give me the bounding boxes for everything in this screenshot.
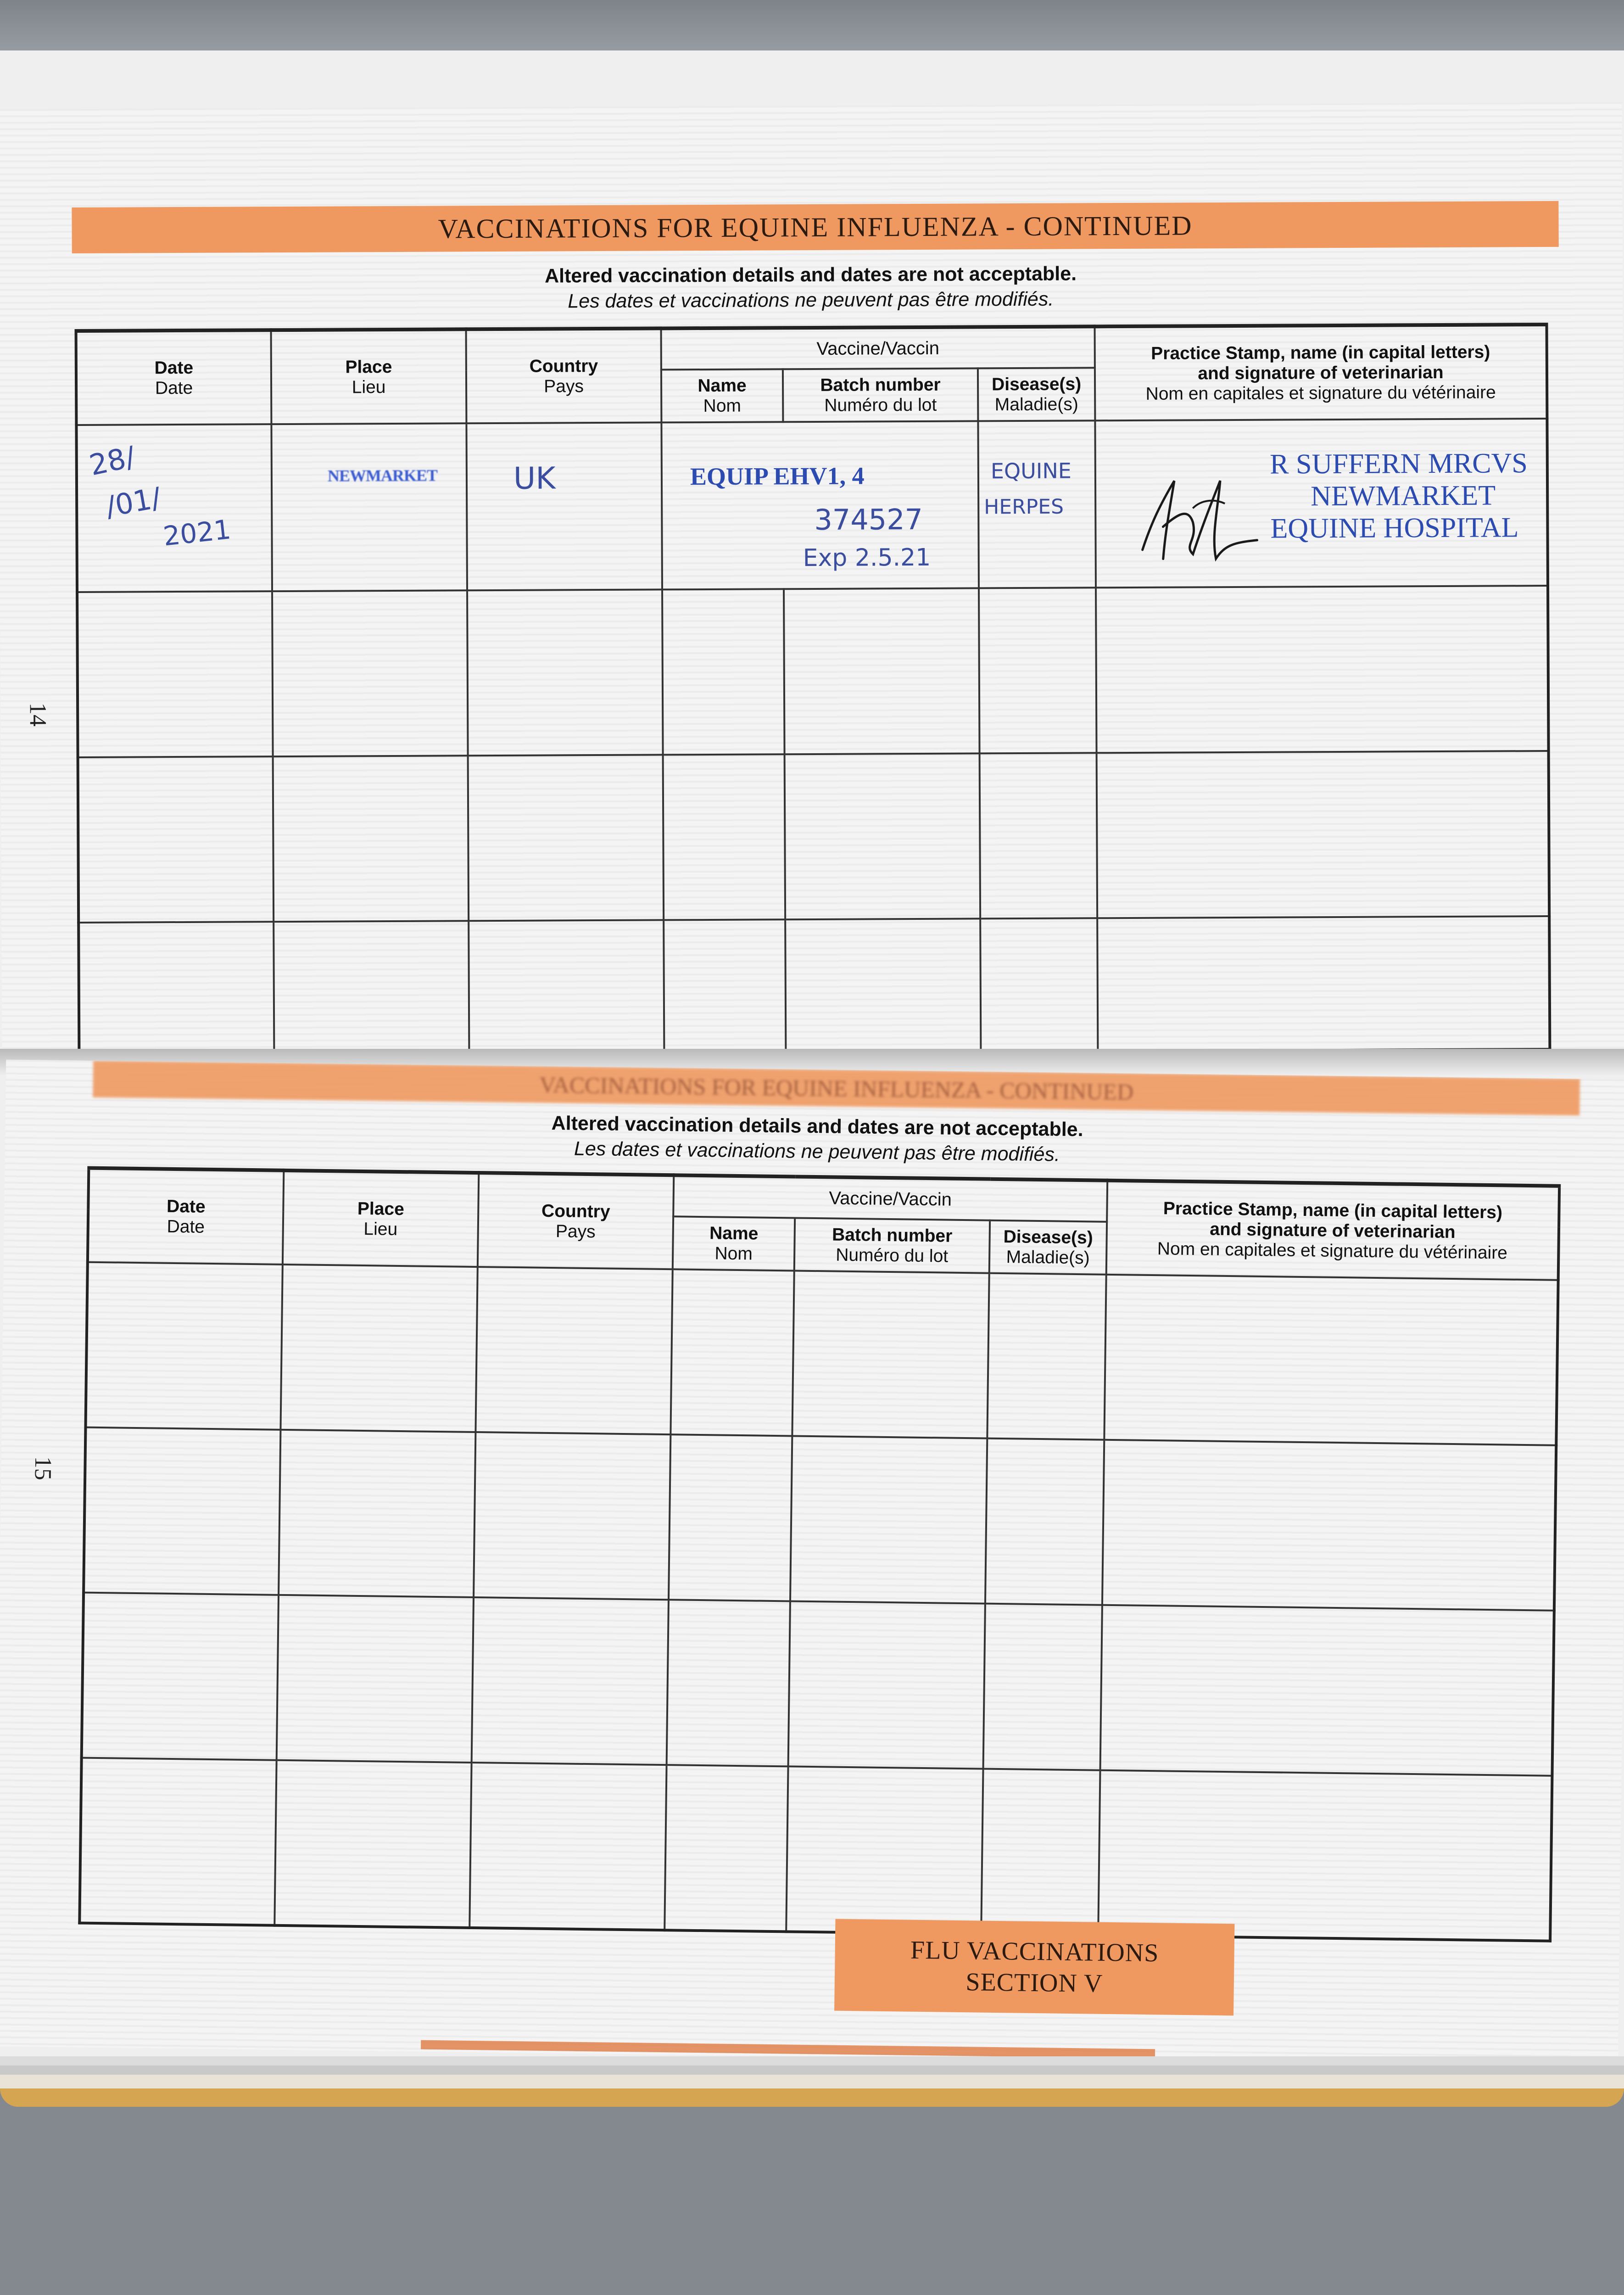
col-name xyxy=(661,369,783,422)
header-disease-fr: Maladie(s) xyxy=(1006,1247,1090,1268)
header-disease-en: Disease(s) xyxy=(991,374,1082,394)
section-label-line-1: FLU VACCINATIONS xyxy=(910,1936,1159,1968)
vaccination-table xyxy=(75,323,1551,1057)
page-number: 14 xyxy=(24,702,51,727)
table-row xyxy=(84,1427,1556,1611)
header-place-en: Place xyxy=(357,1198,405,1219)
cell-name-batch xyxy=(661,421,979,589)
table-row xyxy=(82,1593,1554,1776)
cell-country xyxy=(466,422,662,590)
col-practice xyxy=(1106,1181,1559,1280)
header-date-en: Date xyxy=(154,358,194,378)
empty-cell[interactable] xyxy=(980,753,1098,918)
header-disease-fr: Maladie(s) xyxy=(994,394,1078,414)
cell-practice-stamp xyxy=(1095,419,1548,588)
header-country-en: Country xyxy=(541,1201,610,1222)
empty-cell[interactable] xyxy=(784,588,980,754)
section-strip xyxy=(421,2040,1155,2059)
col-practice xyxy=(1095,325,1547,420)
header-date-fr: Date xyxy=(155,378,193,398)
header-batch-fr: Numéro du lot xyxy=(835,1245,949,1266)
empty-cell[interactable] xyxy=(273,921,469,1055)
header-practice-fr: Nom en capitales et signature du vétérinaire xyxy=(1145,382,1496,404)
header-practice-en-1: Practice Stamp, name (in capital letters) xyxy=(1151,342,1490,364)
header-batch-en: Batch number xyxy=(820,375,941,395)
handwritten-date-month: /01/ xyxy=(103,481,164,524)
header-date-en: Date xyxy=(166,1196,206,1217)
empty-cell[interactable] xyxy=(1098,1770,1552,1941)
empty-cell[interactable] xyxy=(78,922,274,1056)
empty-cell[interactable] xyxy=(980,918,1098,1052)
empty-cell[interactable] xyxy=(273,756,469,922)
empty-cell[interactable] xyxy=(983,1604,1102,1770)
stamp-line-2: NEWMARKET xyxy=(1311,480,1496,512)
notice-french: Les dates et vaccinations ne peuvent pas être modifiés. xyxy=(574,1137,1060,1166)
empty-cell[interactable] xyxy=(79,1758,276,1926)
empty-cell[interactable] xyxy=(85,1262,282,1430)
empty-cell[interactable] xyxy=(474,1432,670,1600)
table-row xyxy=(78,751,1550,923)
empty-cell[interactable] xyxy=(279,1430,475,1597)
empty-cell[interactable] xyxy=(987,1273,1106,1440)
book-edge xyxy=(0,2056,1624,2107)
col-place xyxy=(271,329,467,424)
notice xyxy=(0,260,1623,315)
col-disease xyxy=(989,1220,1107,1275)
empty-cell[interactable] xyxy=(468,755,664,921)
empty-cell[interactable] xyxy=(472,1597,669,1765)
handwritten-expiry: Exp 2.5.21 xyxy=(803,543,931,572)
section-banner: VACCINATIONS FOR EQUINE INFLUENZA - CONTINUED xyxy=(72,201,1558,253)
page-15 xyxy=(0,1059,1624,2066)
header-practice-en-2: and signature of veterinarian xyxy=(1198,362,1444,383)
empty-cell[interactable] xyxy=(467,589,663,756)
header-name-en: Name xyxy=(709,1223,759,1244)
cell-disease xyxy=(978,420,1096,588)
header-name-fr: Nom xyxy=(703,396,742,416)
handwritten-batch: 374527 xyxy=(814,502,923,537)
header-name-fr: Nom xyxy=(714,1243,753,1264)
empty-cell[interactable] xyxy=(669,1434,792,1601)
empty-cell[interactable] xyxy=(272,590,468,756)
section-banner-blurred: VACCINATIONS FOR EQUINE INFLUENZA - CONTINUED xyxy=(93,1061,1580,1116)
empty-cell[interactable] xyxy=(790,1436,987,1603)
header-practice-en-1: Practice Stamp, name (in capital letters) xyxy=(1163,1198,1503,1222)
section-label xyxy=(834,1919,1234,2016)
empty-cell[interactable] xyxy=(82,1593,279,1760)
table-row xyxy=(76,419,1548,592)
page-14 xyxy=(0,102,1624,1073)
handwritten-disease-2: HERPES xyxy=(984,495,1064,519)
empty-cell[interactable] xyxy=(469,920,664,1054)
empty-cell[interactable] xyxy=(1102,1440,1556,1611)
empty-cell[interactable] xyxy=(277,1595,474,1763)
empty-cell[interactable] xyxy=(280,1265,477,1432)
header-name-en: Name xyxy=(698,375,747,396)
header-place-en: Place xyxy=(345,357,392,377)
empty-cell[interactable] xyxy=(981,1769,1100,1936)
empty-cell[interactable] xyxy=(667,1600,790,1766)
col-date xyxy=(76,330,272,425)
empty-cell[interactable] xyxy=(475,1267,672,1434)
cell-date xyxy=(76,424,272,592)
header-practice-en-2: and signature of veterinarian xyxy=(1210,1219,1456,1242)
empty-cell[interactable] xyxy=(664,919,786,1053)
empty-cell[interactable] xyxy=(84,1427,280,1595)
empty-cell[interactable] xyxy=(274,1760,471,1928)
header-batch-fr: Numéro du lot xyxy=(824,395,937,415)
col-name xyxy=(673,1216,795,1271)
col-country xyxy=(478,1173,674,1269)
header-practice-fr: Nom en capitales et signature du vétérinaire xyxy=(1157,1238,1508,1263)
empty-cell[interactable] xyxy=(1104,1275,1558,1445)
empty-cell[interactable] xyxy=(979,588,1097,753)
empty-cell[interactable] xyxy=(788,1601,985,1769)
header-date-fr: Date xyxy=(167,1216,205,1237)
notice-english: Altered vaccination details and dates are not acceptable. xyxy=(544,263,1077,287)
empty-cell[interactable] xyxy=(77,591,273,757)
header-vaccine: Vaccine/Vaccin xyxy=(816,338,940,359)
empty-cell[interactable] xyxy=(1097,916,1550,1051)
col-place xyxy=(283,1170,479,1267)
stamp-line-1: R SUFFERN MRCVS xyxy=(1270,448,1528,480)
table-row xyxy=(85,1262,1558,1445)
header-place-fr: Lieu xyxy=(363,1219,398,1239)
notice-english: Altered vaccination details and dates are not acceptable. xyxy=(551,1112,1083,1141)
col-country xyxy=(466,328,662,423)
table-row xyxy=(78,916,1550,1056)
empty-cell[interactable] xyxy=(1096,586,1549,753)
stamp-line-3: EQUINE HOSPITAL xyxy=(1270,512,1519,544)
empty-cell[interactable] xyxy=(663,754,786,920)
handwritten-date-day: 28/ xyxy=(86,439,139,482)
notice xyxy=(5,1105,1624,1173)
handwritten-date-year: 2021 xyxy=(162,514,233,552)
empty-cell[interactable] xyxy=(78,756,274,923)
empty-cell[interactable] xyxy=(1100,1605,1554,1776)
passport-spread xyxy=(0,50,1624,2079)
place-stamp: NEWMARKET xyxy=(327,466,438,485)
col-disease xyxy=(978,368,1095,421)
section-label-line-2: SECTION V xyxy=(965,1968,1103,1998)
header-country-fr: Pays xyxy=(544,376,584,397)
veterinarian-signature xyxy=(1124,453,1262,573)
table-row xyxy=(79,1758,1552,1941)
empty-cell[interactable] xyxy=(662,589,785,755)
handwritten-disease-1: EQUINE xyxy=(990,458,1072,484)
header-batch-en: Batch number xyxy=(832,1224,953,1246)
col-vaccine-group xyxy=(673,1175,1107,1222)
vaccination-table xyxy=(78,1166,1561,1942)
empty-cell[interactable] xyxy=(670,1269,794,1436)
cell-place xyxy=(271,423,467,591)
col-date xyxy=(88,1168,284,1265)
header-vaccine: Vaccine/Vaccin xyxy=(829,1187,952,1210)
col-vaccine-group xyxy=(661,326,1095,369)
empty-cell[interactable] xyxy=(792,1271,989,1438)
empty-cell[interactable] xyxy=(985,1439,1104,1605)
empty-cell[interactable] xyxy=(786,1766,983,1934)
empty-cell[interactable] xyxy=(785,753,981,919)
table-row xyxy=(77,586,1549,757)
header-place-fr: Lieu xyxy=(352,377,386,397)
vaccine-name-stamp: EQUIP EHV1, 4 xyxy=(690,462,865,491)
empty-cell[interactable] xyxy=(469,1763,666,1930)
page-number: 15 xyxy=(29,1456,56,1481)
col-batch xyxy=(794,1218,990,1273)
header-country-fr: Pays xyxy=(555,1221,596,1242)
notice-french: Les dates et vaccinations ne peuvent pas être modifiés. xyxy=(568,288,1054,313)
empty-cell[interactable] xyxy=(785,918,981,1052)
empty-cell[interactable] xyxy=(1097,751,1550,918)
col-batch xyxy=(783,368,978,422)
empty-cell[interactable] xyxy=(664,1765,788,1931)
header-country-en: Country xyxy=(529,356,598,376)
header-disease-en: Disease(s) xyxy=(1003,1226,1094,1248)
handwritten-country: UK xyxy=(513,460,556,496)
